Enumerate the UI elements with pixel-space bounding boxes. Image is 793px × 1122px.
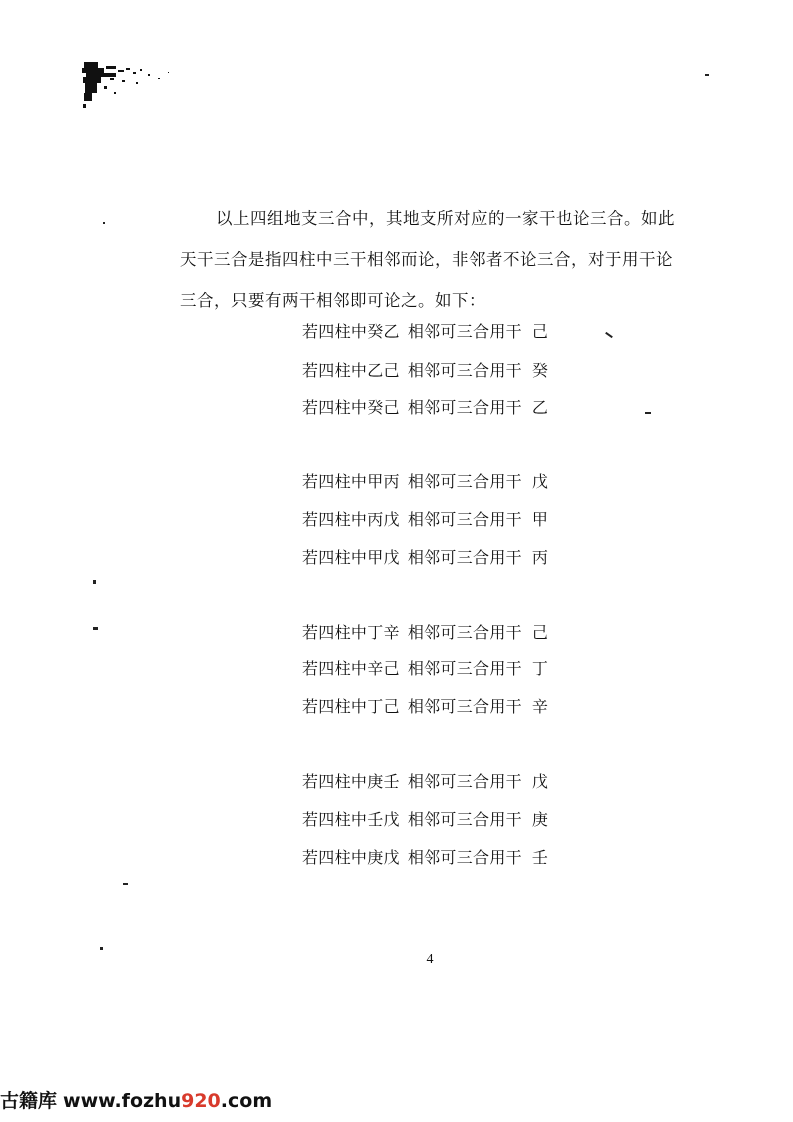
rule-line [302,358,548,381]
page-number: 4 [426,952,434,967]
rule-middle: 相邻可三合用干 [407,772,522,791]
rule-prefix: 若四柱中壬戊 [302,810,400,829]
watermark-url-prefix: www.fozhu [63,1090,182,1112]
rule-target: 庚 [531,810,549,829]
rule-line [302,319,548,342]
rule-target: 己 [531,623,549,642]
rule-prefix: 若四柱中甲戊 [302,548,400,567]
rule-middle: 相邻可三合用干 [407,848,522,867]
rule-prefix: 若四柱中丁己 [302,697,400,716]
rule-line [302,507,548,530]
rule-line [302,694,548,717]
scan-speck [645,412,651,414]
scan-speck [93,627,98,630]
paragraph-line: 三合，只要有两干相邻即可论之。如下： [180,291,486,310]
rule-line [302,656,548,679]
rule-line [302,807,548,830]
rule-target: 辛 [531,697,549,716]
rule-middle: 相邻可三合用干 [407,472,522,491]
rule-line [302,845,548,868]
rule-prefix: 若四柱中丁辛 [302,623,400,642]
rule-middle: 相邻可三合用干 [407,659,522,678]
rule-target: 丙 [531,548,549,567]
scan-speck [705,74,709,76]
rule-middle: 相邻可三合用干 [407,548,522,567]
rule-line [302,620,548,643]
scan-speck [605,332,613,338]
rule-prefix: 若四柱中癸己 [302,398,400,417]
rule-prefix: 若四柱中癸乙 [302,322,400,341]
rule-target: 甲 [531,510,549,529]
site-watermark [0,1086,272,1116]
paragraph-line: 天干三合是指四柱中三干相邻而论，非邻者不论三合，对于用干论 [180,250,673,269]
scan-speck [123,883,128,885]
rule-target: 乙 [531,398,549,417]
rule-prefix: 若四柱中丙戊 [302,510,400,529]
rule-target: 戊 [531,772,549,791]
rule-target: 壬 [531,848,549,867]
rule-prefix: 若四柱中庚壬 [302,772,400,791]
scan-artifact [78,58,188,113]
paragraph-line: 以上四组地支三合中，其地支所对应的一家干也论三合。如此 [216,209,675,228]
watermark-site-name: 古籍库 [0,1090,58,1112]
scan-speck [100,947,103,950]
rule-middle: 相邻可三合用干 [407,398,522,417]
rule-prefix: 若四柱中庚戊 [302,848,400,867]
rule-line [302,469,548,492]
rule-middle: 相邻可三合用干 [407,623,522,642]
rule-middle: 相邻可三合用干 [407,697,522,716]
rule-prefix: 若四柱中甲丙 [302,472,400,491]
rule-prefix: 若四柱中乙己 [302,361,400,380]
rule-target: 丁 [531,659,549,678]
rule-line [302,395,548,418]
rule-line [302,769,548,792]
rule-middle: 相邻可三合用干 [407,322,522,341]
watermark-url-number: 920 [181,1090,221,1112]
rule-target: 癸 [531,361,549,380]
rule-middle: 相邻可三合用干 [407,810,522,829]
rule-target: 戊 [531,472,549,491]
rule-middle: 相邻可三合用干 [407,510,522,529]
rule-line [302,545,548,568]
body-paragraph [180,198,700,321]
scan-speck [93,580,96,584]
rule-prefix: 若四柱中辛己 [302,659,400,678]
rule-target: 己 [531,322,549,341]
watermark-url-suffix: .com [220,1090,273,1112]
rule-middle: 相邻可三合用干 [407,361,522,380]
scan-speck [103,222,105,224]
